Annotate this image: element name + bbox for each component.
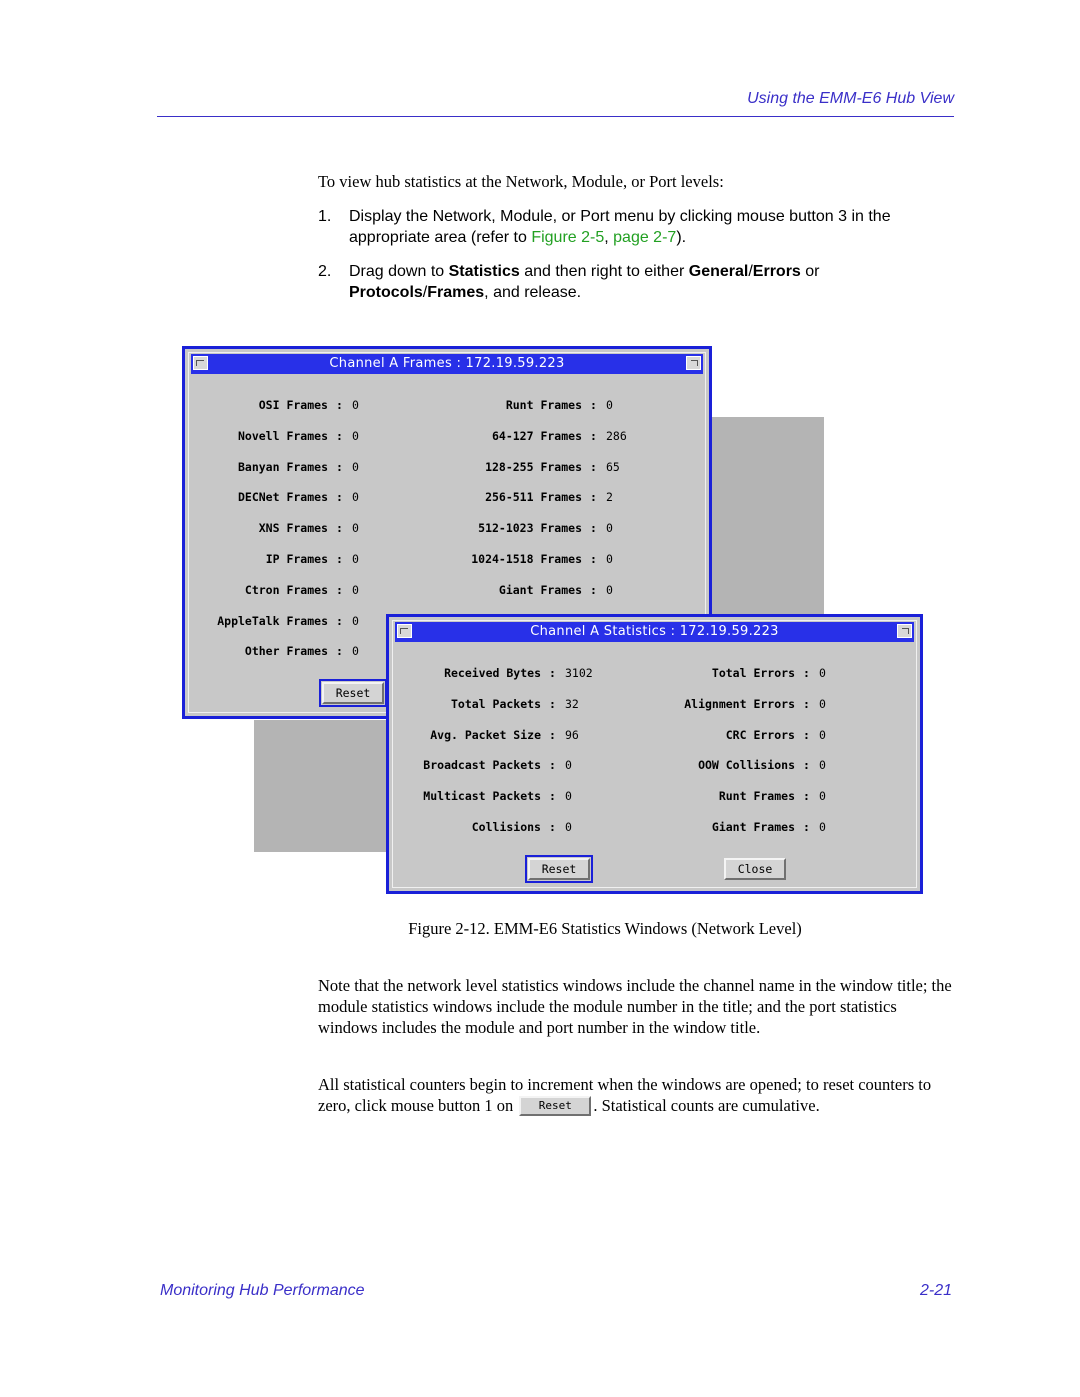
stat-value: 0 bbox=[352, 428, 359, 443]
stat-colon: : bbox=[336, 459, 343, 474]
stat-label: Ctron Frames bbox=[244, 582, 328, 597]
reset-paragraph: All statistical counters begin to increment when the windows are opened; to reset counters to zero, click mouse button 1 on Reset . Statistical counts are cumulative. bbox=[318, 1075, 932, 1115]
stat-label: OOW Collisions bbox=[698, 758, 795, 773]
stat-label: Giant Frames bbox=[711, 820, 795, 834]
stat-colon: : bbox=[803, 758, 810, 773]
stat-label: 64-127 Frames bbox=[491, 428, 582, 443]
stat-value: 0 bbox=[819, 789, 826, 804]
stat-label: Runt Frames bbox=[718, 789, 795, 804]
stat-label: 1024-1518 Frames bbox=[471, 552, 582, 566]
stat-label: Total Errors bbox=[711, 666, 795, 680]
stat-label: Giant Frames bbox=[498, 582, 582, 597]
figure-link[interactable]: Figure 2-5 bbox=[531, 229, 605, 246]
stat-label: OSI Frames bbox=[258, 398, 328, 412]
stat-value: 0 bbox=[352, 552, 359, 566]
stats-close-button[interactable]: Close bbox=[724, 858, 786, 880]
stat-value: 3102 bbox=[565, 666, 593, 680]
running-header-title: Using the EMM-E6 Hub View bbox=[747, 90, 954, 107]
stat-colon: : bbox=[549, 727, 556, 742]
stat-colon: : bbox=[590, 459, 597, 474]
statistics-window bbox=[386, 614, 923, 894]
stat-value: 0 bbox=[819, 696, 826, 711]
stat-value: 0 bbox=[606, 552, 613, 566]
steps-list bbox=[318, 206, 958, 316]
footer-section-title: Monitoring Hub Performance bbox=[160, 1282, 365, 1299]
menu-term-frames: Frames bbox=[427, 284, 485, 301]
stat-colon: : bbox=[549, 820, 556, 834]
menu-term-errors: Errors bbox=[752, 263, 801, 280]
stat-value: 0 bbox=[819, 820, 826, 834]
stat-label: Avg. Packet Size bbox=[430, 727, 541, 742]
stat-colon: : bbox=[590, 490, 597, 505]
intro-paragraph: To view hub statistics at the Network, Module, or Port levels: bbox=[318, 172, 724, 191]
stat-value: 2 bbox=[606, 490, 613, 505]
stat-colon: : bbox=[803, 666, 810, 680]
menu-term-protocols: Protocols bbox=[349, 284, 423, 301]
stat-label: Collisions bbox=[471, 820, 541, 834]
stat-colon: : bbox=[336, 552, 343, 566]
menu-term-statistics: Statistics bbox=[448, 263, 520, 280]
window-resize-icon[interactable] bbox=[686, 356, 701, 370]
stat-label: AppleTalk Frames bbox=[217, 613, 328, 628]
stat-value: 96 bbox=[565, 727, 579, 742]
stat-value: 65 bbox=[606, 459, 620, 474]
menu-term-general: General bbox=[688, 263, 749, 280]
note-paragraph: Note that the network level statistics windows include the channel name in the window title; the module statistics windows include the module number in the title; and the port statistics windows includes the module and port number in the window title. bbox=[318, 976, 952, 1037]
stat-value: 0 bbox=[352, 644, 359, 659]
stat-colon: : bbox=[336, 613, 343, 628]
stat-value: 0 bbox=[819, 666, 826, 680]
stat-label: Other Frames bbox=[244, 644, 328, 659]
stat-label: CRC Errors bbox=[725, 727, 795, 742]
stat-colon: : bbox=[336, 398, 343, 412]
stat-label: Novell Frames bbox=[237, 428, 328, 443]
frames-window-title: Channel A Frames : 172.19.59.223 bbox=[329, 356, 565, 371]
window-shadow bbox=[712, 417, 824, 617]
window-menu-icon[interactable] bbox=[193, 356, 208, 370]
stat-colon: : bbox=[336, 490, 343, 505]
stat-label: 512-1023 Frames bbox=[478, 521, 582, 536]
stat-value: 0 bbox=[352, 459, 359, 474]
stat-label: Received Bytes bbox=[444, 666, 541, 680]
stat-value: 0 bbox=[606, 398, 613, 412]
stat-colon: : bbox=[803, 696, 810, 711]
stat-label: DECNet Frames bbox=[237, 490, 328, 505]
stat-value: 0 bbox=[565, 758, 572, 773]
stat-colon: : bbox=[549, 789, 556, 804]
window-resize-icon[interactable] bbox=[897, 624, 912, 638]
step-text: Display the Network, Module, or Port menu by clicking mouse button 3 in the appropriate area (refer to bbox=[349, 208, 891, 246]
step-number: 2. bbox=[318, 263, 332, 280]
stat-colon: : bbox=[590, 552, 597, 566]
stat-colon: : bbox=[549, 666, 556, 680]
stat-label: Alignment Errors bbox=[684, 696, 795, 711]
stat-value: 0 bbox=[352, 613, 359, 628]
window-menu-icon[interactable] bbox=[397, 624, 412, 638]
step-1: 1. Display the Network, Module, or Port menu by clicking mouse button 3 in the appropriate area (refer to Figure 2-5, page 2-7). bbox=[318, 208, 891, 246]
stat-label: XNS Frames bbox=[258, 521, 328, 536]
page-link[interactable]: page 2-7 bbox=[613, 229, 677, 246]
step-2: 2. Drag down to Statistics and then right to either General/Errors or Protocols/Frames, and release. bbox=[318, 263, 820, 301]
header-rule bbox=[157, 116, 954, 117]
stat-colon: : bbox=[549, 758, 556, 773]
statistics-window-title: Channel A Statistics : 172.19.59.223 bbox=[530, 624, 779, 639]
stat-label: Broadcast Packets bbox=[423, 758, 541, 773]
step-number: 1. bbox=[318, 208, 332, 225]
stat-label: Runt Frames bbox=[505, 398, 582, 412]
stat-colon: : bbox=[590, 398, 597, 412]
stat-colon: : bbox=[549, 696, 556, 711]
stat-value: 32 bbox=[565, 696, 579, 711]
statistics-window-titlebar[interactable] bbox=[395, 622, 914, 642]
stat-colon: : bbox=[803, 820, 810, 834]
stat-label: Banyan Frames bbox=[237, 459, 328, 474]
stat-value: 0 bbox=[352, 398, 359, 412]
stat-value: 0 bbox=[565, 820, 572, 834]
stat-colon: : bbox=[803, 727, 810, 742]
stat-colon: : bbox=[336, 521, 343, 536]
stats-reset-button[interactable]: Reset bbox=[528, 858, 590, 880]
stat-colon: : bbox=[590, 582, 597, 597]
inline-reset-button[interactable]: Reset bbox=[519, 1096, 591, 1116]
stat-value: 0 bbox=[606, 521, 613, 536]
stat-label: Total Packets bbox=[450, 696, 541, 711]
stat-value: 0 bbox=[352, 490, 359, 505]
stat-colon: : bbox=[336, 644, 343, 659]
stat-colon: : bbox=[336, 428, 343, 443]
stat-label: Multicast Packets bbox=[423, 789, 541, 804]
stat-colon: : bbox=[336, 582, 343, 597]
stat-value: 0 bbox=[819, 758, 826, 773]
stat-colon: : bbox=[590, 428, 597, 443]
stat-value: 0 bbox=[565, 789, 572, 804]
stat-colon: : bbox=[590, 521, 597, 536]
stat-value: 0 bbox=[819, 727, 826, 742]
figure-caption: Figure 2-12. EMM-E6 Statistics Windows (Network Level) bbox=[408, 919, 802, 938]
stat-label: 256-511 Frames bbox=[485, 490, 582, 505]
frames-window-titlebar[interactable] bbox=[191, 354, 703, 374]
stat-colon: : bbox=[803, 789, 810, 804]
frames-reset-button[interactable]: Reset bbox=[322, 682, 384, 704]
stat-value: 0 bbox=[352, 521, 359, 536]
stat-value: 286 bbox=[606, 428, 627, 443]
footer-page-number: 2-21 bbox=[919, 1282, 952, 1299]
stat-value: 0 bbox=[352, 582, 359, 597]
stat-value: 0 bbox=[606, 582, 613, 597]
stat-label: 128-255 Frames bbox=[485, 459, 582, 474]
stat-label: IP Frames bbox=[265, 552, 328, 566]
